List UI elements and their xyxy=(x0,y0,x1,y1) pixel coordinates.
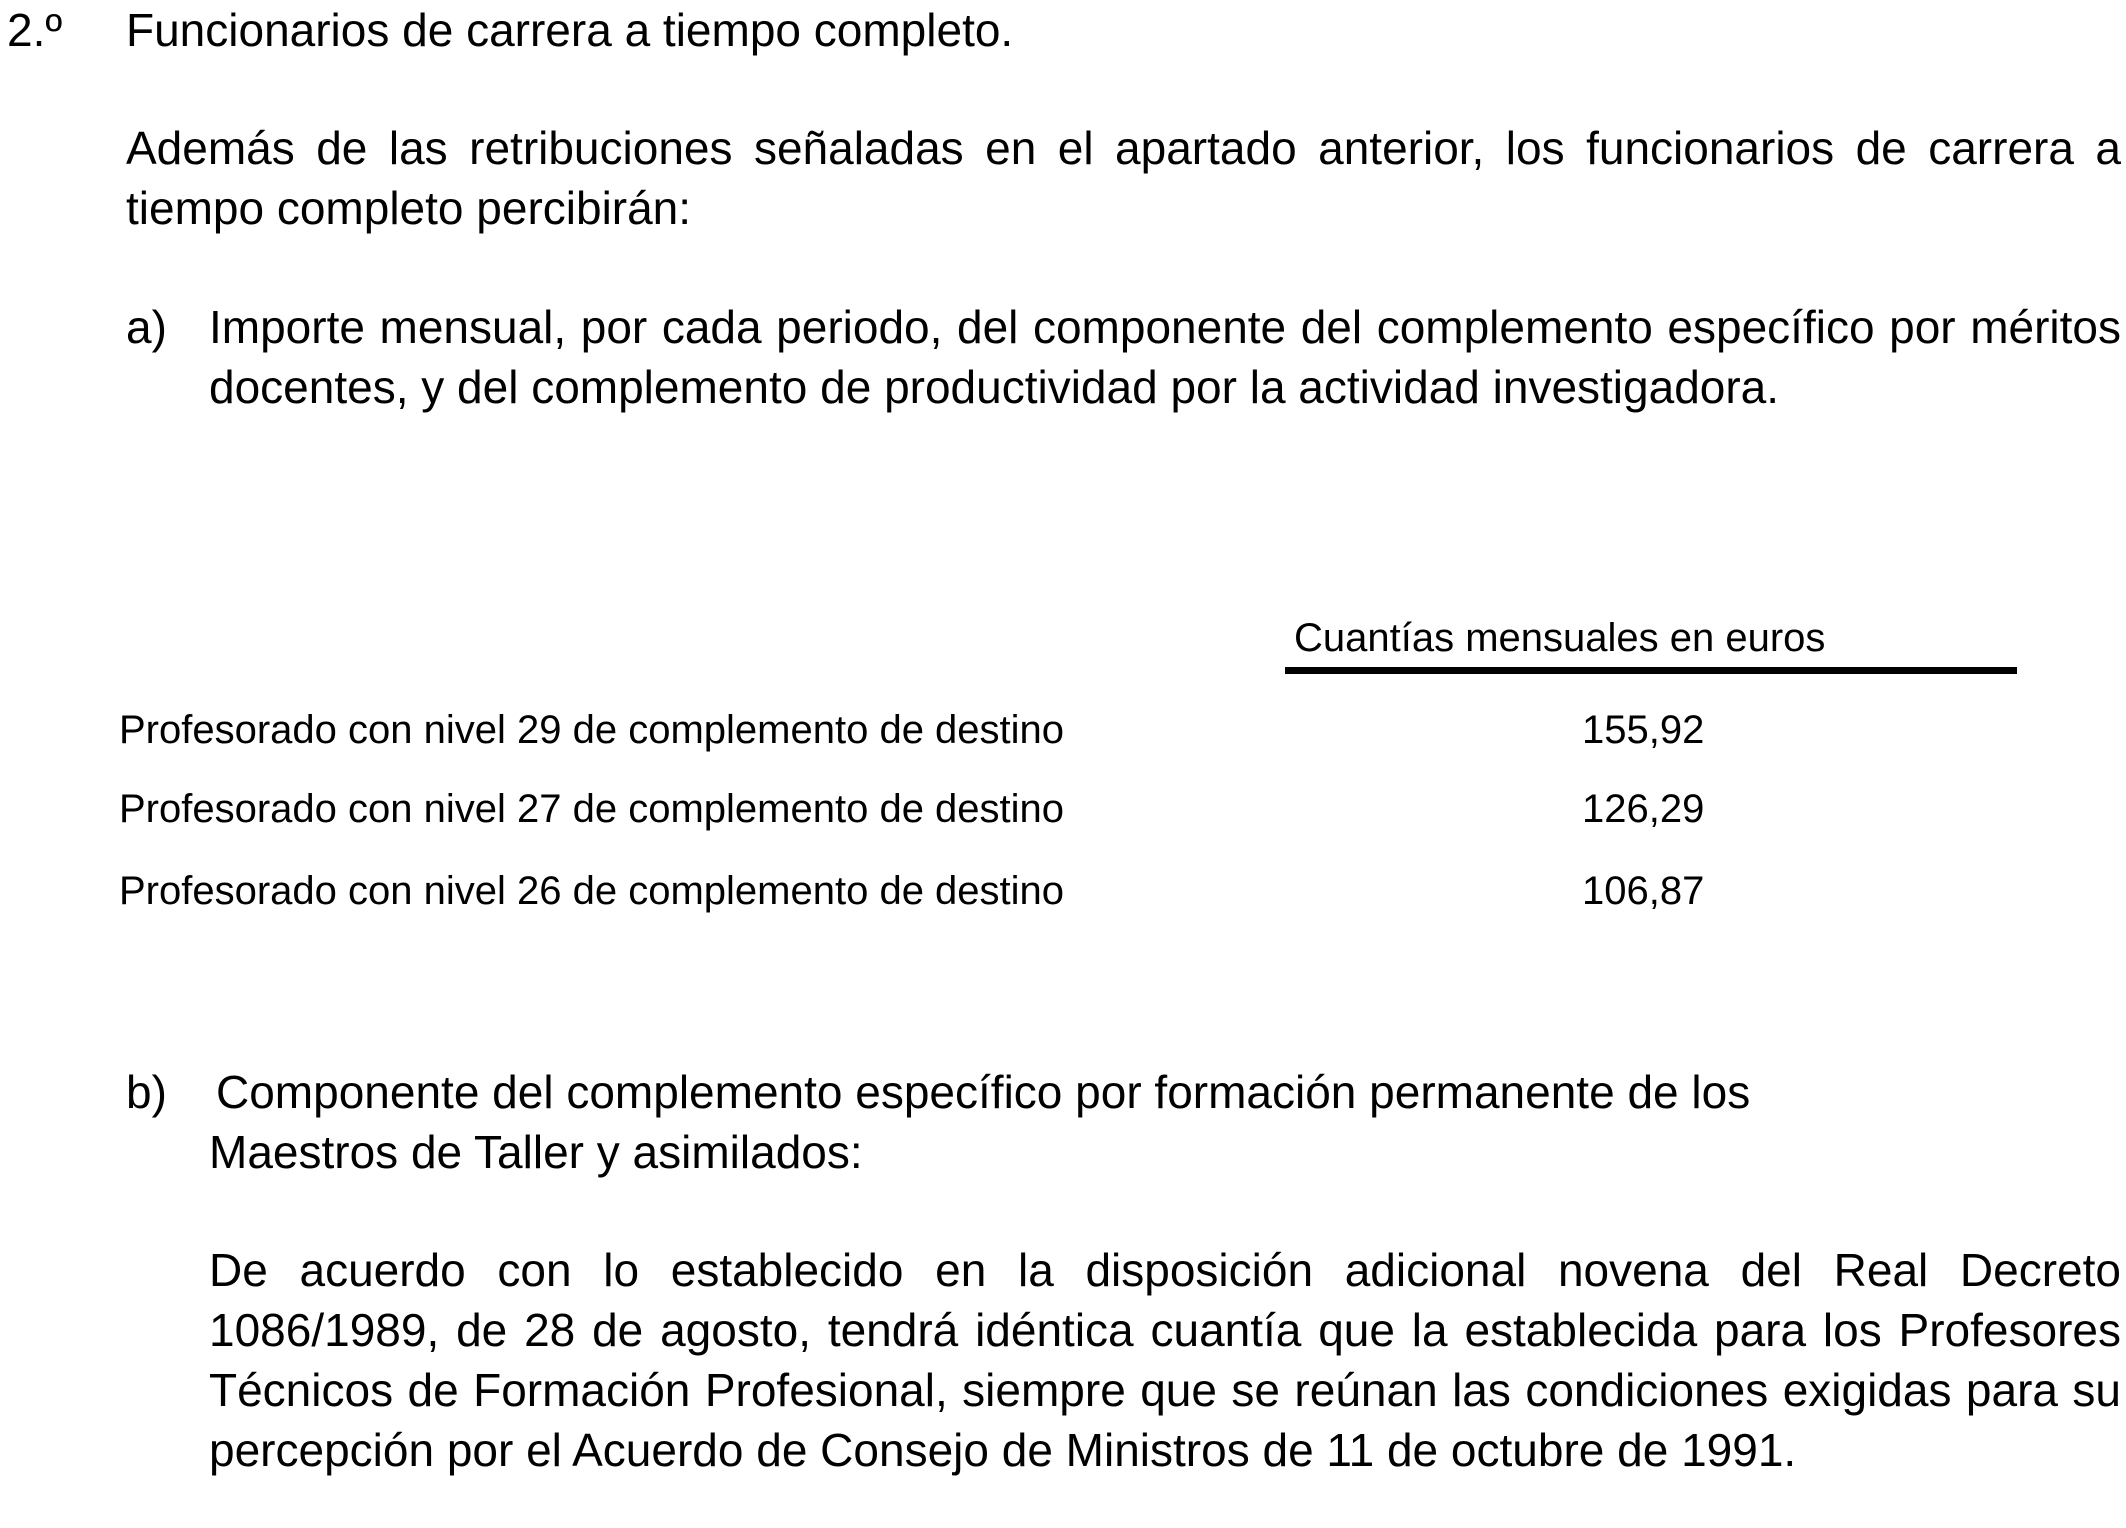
table-row-label: Profesorado con nivel 29 de complemento de destino xyxy=(119,708,1065,752)
table-row-label: Profesorado con nivel 26 de complemento de destino xyxy=(119,869,1065,913)
item-a-text-block xyxy=(126,297,2121,417)
item-b-body: De acuerdo con lo establecido en la disposición adicional novena del Real Decreto 1086/1989, de 28 de agosto, tendrá idéntica cuantía que la establecida para los Profesores Técnicos de Formación Profesional, siempre que se reúnan las condiciones exigidas para su percepción por el Acuerdo de Consejo de Ministros de 11 de octubre de 1991. xyxy=(209,1244,2121,1476)
table-header-rule xyxy=(1285,667,2017,674)
table-row xyxy=(0,706,2126,756)
table-row-label: Profesorado con nivel 27 de complemento de destino xyxy=(119,787,1065,831)
table-row-value: 106,87 xyxy=(1582,869,1705,913)
item-b-heading xyxy=(126,1062,1750,1122)
section-number: 2.º xyxy=(7,4,63,56)
intro-paragraph: Además de las retribuciones señaladas en el apartado anterior, los funcionarios de carrera a tiempo completo percibirán: xyxy=(126,122,2121,234)
table-row xyxy=(0,785,2126,835)
table-column-header: Cuantías mensuales en euros xyxy=(1294,616,1826,660)
item-a-text: Importe mensual, por cada periodo, del componente del complemento específico por méritos docentes, y del complemento de productividad por la actividad investigadora. xyxy=(209,301,2121,413)
section-title: Funcionarios de carrera a tiempo completo. xyxy=(126,4,1014,56)
item-b-title-line2: Maestros de Taller y asimilados: xyxy=(209,1126,863,1178)
item-a xyxy=(126,297,2121,417)
table-row xyxy=(0,867,2126,917)
table-row-value: 126,29 xyxy=(1582,787,1705,831)
item-a-marker: a) xyxy=(126,301,167,353)
table-row-value: 155,92 xyxy=(1582,708,1705,752)
item-b-marker: b) xyxy=(126,1066,167,1118)
item-b-title-line1: Componente del complemento específico por formación permanente de los xyxy=(216,1066,1751,1118)
